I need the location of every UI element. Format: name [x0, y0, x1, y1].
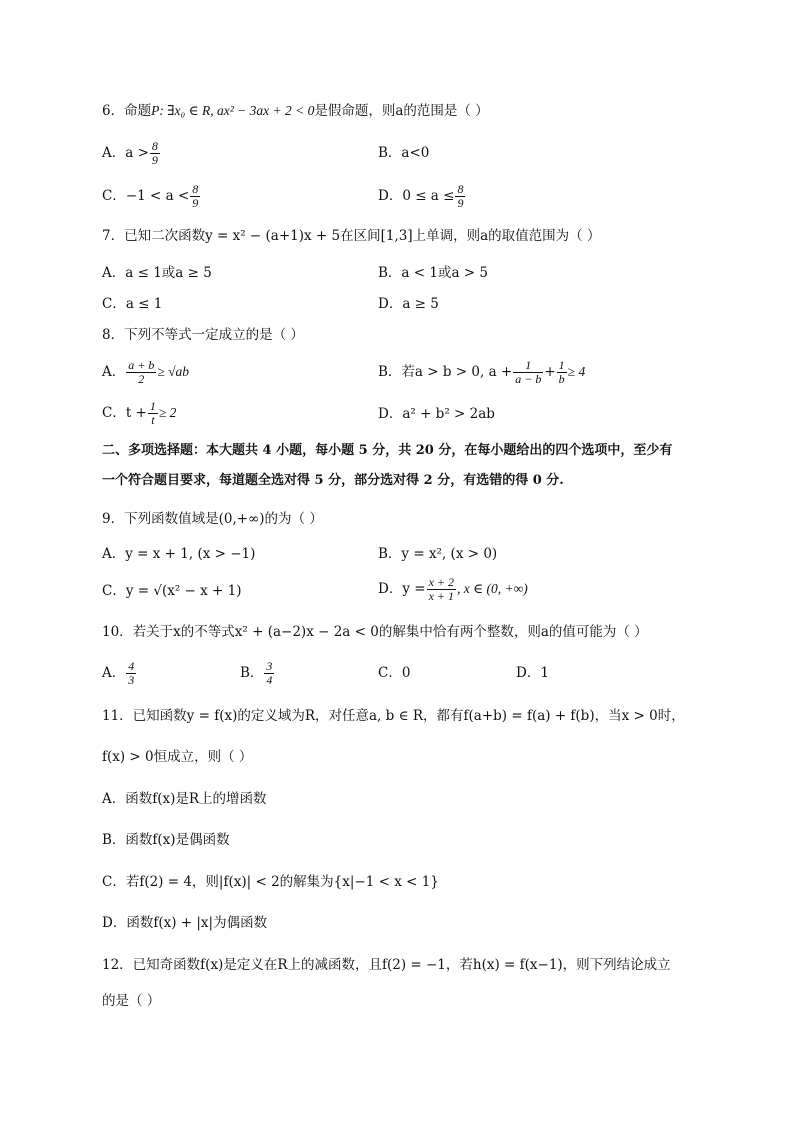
- q8-option-a: [102, 359, 189, 386]
- q7-option-a: A．a ≤ 1或a ≥ 5: [102, 265, 212, 281]
- q10-option-b: [240, 660, 275, 687]
- section2-line2: 一个符合题目要求，每道题全选对得 5 分，部分选对得 2 分，有选错的得 0 分.: [102, 473, 564, 488]
- q11-option-d: D．函数f(x) + |x|为偶函数: [102, 915, 268, 931]
- q6-c-num: 8: [192, 182, 199, 196]
- q9-d-prefix: D．y =: [378, 581, 426, 597]
- q10-option-c: C．0: [378, 665, 411, 681]
- q8-b-den2: b: [558, 372, 565, 386]
- q10-b-prefix: B．: [240, 665, 264, 681]
- q6-option-a: [102, 140, 161, 167]
- q7-stem: 7．已知二次函数y = x² − (a+1)x + 5在区间[1,3]上单调，则a的取值范围为（ ）: [102, 228, 601, 244]
- q6-stem-suffix: 是假命题，则a的范围是（ ）: [314, 103, 489, 119]
- q6-stem: [102, 100, 489, 122]
- q6-d-den: 9: [457, 196, 464, 210]
- q10-b-num: 3: [266, 659, 273, 673]
- q6-c-frac: [190, 183, 200, 210]
- q6-stem-prefix: 6．命题: [102, 103, 152, 119]
- q6-c-text: C．−1 < a <: [102, 188, 190, 204]
- q10-b-frac: [264, 660, 274, 687]
- q8-stem: 8．下列不等式一定成立的是（ ）: [102, 327, 304, 343]
- q10-stem: 10．若关于x的不等式x² + (a−2)x − 2a < 0的解集中恰有两个整数，则a的值可能为（ ）: [102, 624, 648, 640]
- q8-a-den: 2: [138, 372, 145, 386]
- q7-option-b: B．a < 1或a > 5: [378, 265, 488, 281]
- q11-option-c: C．若f(2) = 4，则|f(x)| < 2的解集为{x|−1 < x < 1}: [102, 874, 439, 890]
- q11-stem-line1: 11．已知函数y = f(x)的定义域为R，对任意a, b ∈ R，都有f(a+b) = f(a) + f(b)，当x > 0时，: [102, 708, 685, 724]
- q6-option-b: B．a<0: [378, 145, 430, 161]
- q8-a-suffix: ≥ √ab: [157, 364, 190, 379]
- q8-c-frac: [148, 400, 158, 427]
- q7-option-c: C．a ≤ 1: [102, 296, 163, 312]
- q9-d-frac: [427, 576, 456, 603]
- q12-stem-line1: 12．已知奇函数f(x)是定义在R上的减函数，且f(2) = −1，若h(x) = f(x−1)，则下列结论成立: [102, 957, 671, 973]
- q8-a-num: a + b: [128, 358, 155, 372]
- q8-a-prefix: A．: [102, 364, 126, 380]
- q8-c-num: 1: [149, 399, 156, 413]
- q8-b-suffix: ≥ 4: [567, 364, 586, 379]
- q11-option-a: A．函数f(x)是R上的增函数: [102, 791, 267, 807]
- q8-option-b: [378, 359, 585, 386]
- q8-c-suffix: ≥ 2: [158, 405, 177, 420]
- q8-a-frac: [126, 359, 156, 386]
- q6-a-frac: [150, 140, 160, 167]
- q6-d-frac: [455, 183, 465, 210]
- q9-option-b: B．y = x², (x > 0): [378, 546, 498, 562]
- q8-b-frac1: [513, 359, 543, 386]
- q9-option-d: [378, 576, 528, 603]
- q9-d-den: x + 1: [428, 589, 454, 603]
- q9-option-a: A．y = x + 1, (x > −1): [102, 546, 256, 562]
- q8-b-den1: a − b: [515, 372, 542, 386]
- q8-b-num1: 1: [513, 359, 543, 373]
- q6-a-num: 8: [151, 139, 158, 153]
- q8-b-frac2: [557, 359, 567, 386]
- q8-b-mid: +: [544, 364, 556, 380]
- q6-d-text: D．0 ≤ a ≤: [378, 188, 455, 204]
- q12-stem-line2: 的是（ ）: [102, 993, 161, 1009]
- q6-a-den: 9: [151, 153, 158, 167]
- q9-d-num: x + 2: [428, 575, 454, 589]
- q8-option-c: [102, 400, 176, 427]
- q11-stem-line2: f(x) > 0恒成立，则（ ）: [102, 749, 253, 765]
- section2-line1: 二、多项选择题：本大题共 4 小题，每小题 5 分，共 20 分，在每小题给出的四个选项中，至少有: [102, 443, 673, 458]
- q8-b-num2: 1: [558, 358, 565, 372]
- q10-a-frac: [126, 660, 136, 687]
- q10-a-den: 3: [128, 673, 135, 687]
- q8-c-prefix: C．t +: [102, 405, 147, 421]
- q6-c-den: 9: [192, 196, 199, 210]
- q6-option-c: [102, 183, 201, 210]
- q6-option-d: [378, 183, 466, 210]
- q8-c-den: t: [151, 413, 155, 427]
- q9-d-suffix: , x ∈ (0, +∞): [457, 581, 528, 596]
- q10-b-den: 4: [266, 673, 273, 687]
- q10-a-prefix: A．: [102, 665, 126, 681]
- q10-option-d: D．1: [516, 665, 549, 681]
- q6-stem-math: P: ∃x₀ ∈ R, ax² − 3ax + 2 < 0: [151, 103, 315, 118]
- q8-option-d: D．a² + b² > 2ab: [378, 406, 495, 422]
- q7-option-d: D．a ≥ 5: [378, 296, 439, 312]
- q10-a-num: 4: [128, 659, 135, 673]
- q8-b-prefix: B．若a > b > 0, a +: [378, 364, 513, 380]
- q11-option-b: B．函数f(x)是偶函数: [102, 832, 230, 848]
- q9-stem: 9．下列函数值域是(0,+∞)的为（ ）: [102, 511, 323, 527]
- q10-option-a: [102, 660, 137, 687]
- q6-a-text: A．a >: [102, 145, 149, 161]
- q6-d-num: 8: [457, 182, 464, 196]
- q9-option-c: C．y = √(x² − x + 1): [102, 583, 242, 599]
